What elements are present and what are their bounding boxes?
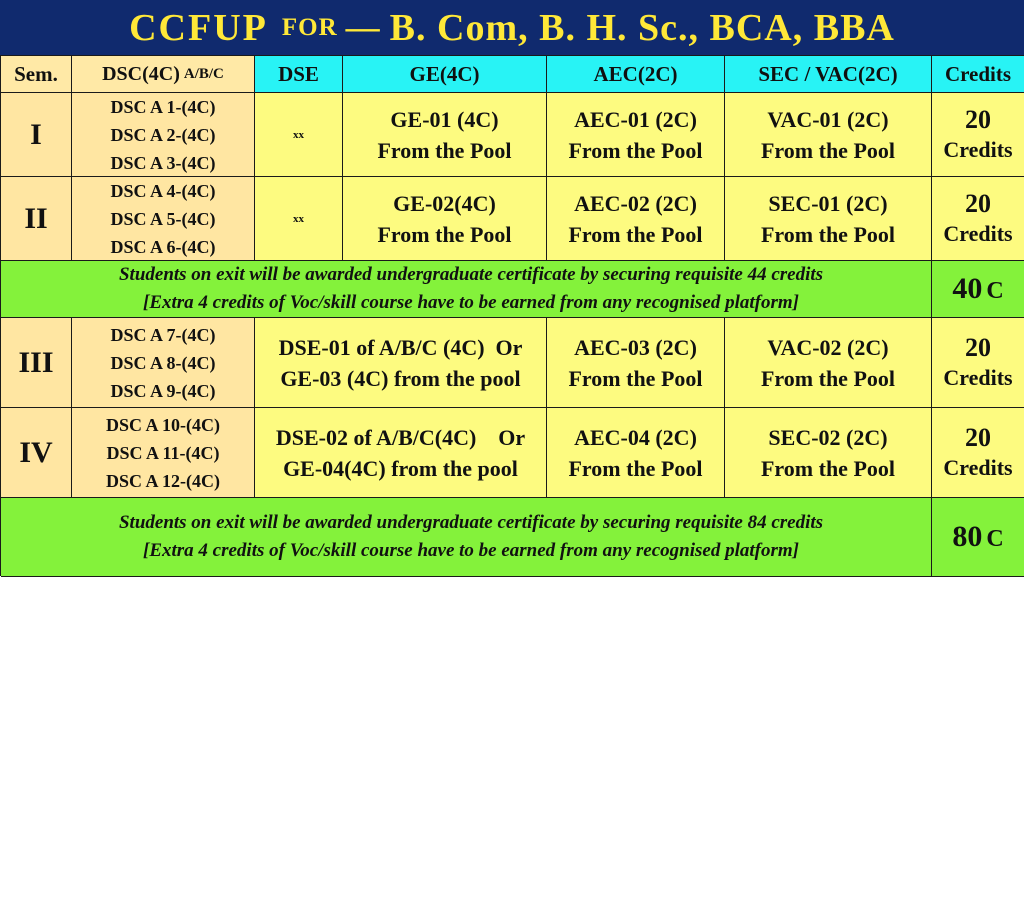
title-dash: — xyxy=(345,8,380,46)
sem-label-2 xyxy=(1,177,72,261)
credit-value: 20 xyxy=(965,104,991,134)
aec-course: AEC-03 (2C) xyxy=(574,334,697,360)
dse-option: DSE-01 of A/B/C (4C) Or xyxy=(278,334,523,360)
exit-total-value xyxy=(952,520,1003,554)
dse-ge-cell-3 xyxy=(255,318,547,408)
exit-total-1 xyxy=(932,261,1024,318)
sec-vac-course: SEC-01 (2C) xyxy=(768,190,888,216)
sec-vac-course: VAC-02 (2C) xyxy=(767,334,889,360)
dsc-course: DSC A 9-(4C) xyxy=(110,380,216,401)
dsc-course: DSC A 11-(4C) xyxy=(106,442,220,463)
aec-source: From the Pool xyxy=(568,365,703,391)
ge-option: GE-03 (4C) from the pool xyxy=(280,365,521,391)
sec-vac-course: SEC-02 (2C) xyxy=(768,424,888,450)
credit-value: 20 xyxy=(965,422,991,452)
title-for: FOR xyxy=(281,13,338,41)
ge-source: From the Pool xyxy=(377,221,512,247)
exit-extra: [Extra 4 credits of Voc/skill course have to be earned from any recognised platform] xyxy=(143,540,799,561)
exit-note-1 xyxy=(1,261,932,318)
sem-roman: I xyxy=(30,117,42,151)
aec-cell-1 xyxy=(547,93,725,177)
sem-label-3 xyxy=(1,318,72,408)
exit-extra: [Extra 4 credits of Voc/skill course have to be earned from any recognised platform] xyxy=(143,292,799,313)
aec-course: AEC-02 (2C) xyxy=(574,190,697,216)
header-aec-label: AEC(2C) xyxy=(593,61,678,86)
dsc-cell-4 xyxy=(72,408,255,498)
aec-source: From the Pool xyxy=(568,221,703,247)
dse-ge-cell-4 xyxy=(255,408,547,498)
sem-roman: II xyxy=(24,201,48,235)
sem-roman: III xyxy=(18,345,54,379)
total-number: 40 xyxy=(952,272,983,305)
aec-cell-2 xyxy=(547,177,725,261)
exit-total-2 xyxy=(932,498,1024,577)
dsc-course: DSC A 3-(4C) xyxy=(110,152,216,173)
ge-cell-1 xyxy=(343,93,547,177)
total-unit: C xyxy=(986,526,1004,552)
dsc-course: DSC A 12-(4C) xyxy=(105,470,220,491)
header-ge xyxy=(343,56,547,93)
credits-cell-1 xyxy=(932,93,1024,177)
ge-course: GE-01 (4C) xyxy=(390,106,499,132)
credits-cell-2 xyxy=(932,177,1024,261)
header-aec xyxy=(547,56,725,93)
dsc-course: DSC A 10-(4C) xyxy=(105,414,220,435)
dsc-course: DSC A 8-(4C) xyxy=(110,352,216,373)
header-sec-vac xyxy=(725,56,932,93)
dse-placeholder: xx xyxy=(293,128,304,141)
sem-roman: IV xyxy=(19,435,53,469)
exit-note-2 xyxy=(1,498,932,577)
title-bar xyxy=(0,0,1024,55)
dsc-cell-2 xyxy=(72,177,255,261)
ge-source: From the Pool xyxy=(377,137,512,163)
dse-placeholder: xx xyxy=(293,212,304,225)
exit-total-value xyxy=(952,272,1003,306)
sec-vac-cell-4 xyxy=(725,408,932,498)
aec-cell-4 xyxy=(547,408,725,498)
aec-source: From the Pool xyxy=(568,455,703,481)
aec-source: From the Pool xyxy=(568,137,703,163)
curriculum-table xyxy=(0,55,1024,576)
title-main: CCFUP xyxy=(129,6,268,49)
header-credits xyxy=(932,56,1024,93)
ge-cell-2 xyxy=(343,177,547,261)
header-sem xyxy=(1,56,72,93)
sem-label-4 xyxy=(1,408,72,498)
credit-unit: Credits xyxy=(943,454,1013,480)
exit-rule: Students on exit will be awarded undergraduate certificate by securing requisite 44 credits xyxy=(118,264,824,285)
sec-vac-source: From the Pool xyxy=(760,455,895,481)
header-dse-label: DSE xyxy=(278,61,319,86)
dse-cell-1 xyxy=(255,93,343,177)
dsc-cell-1 xyxy=(72,93,255,177)
dsc-cell-3 xyxy=(72,318,255,408)
credit-unit: Credits xyxy=(943,220,1013,246)
credit-unit: Credits xyxy=(943,364,1013,390)
dsc-course: DSC A 7-(4C) xyxy=(110,324,216,345)
dsc-course: DSC A 6-(4C) xyxy=(110,236,216,257)
exit-rule: Students on exit will be awarded undergraduate certificate by securing requisite 84 credits xyxy=(118,512,824,533)
aec-course: AEC-04 (2C) xyxy=(574,424,697,450)
total-unit: C xyxy=(986,278,1004,304)
dsc-course: DSC A 2-(4C) xyxy=(110,124,216,145)
credits-cell-3 xyxy=(932,318,1024,408)
sec-vac-source: From the Pool xyxy=(760,221,895,247)
sec-vac-source: From the Pool xyxy=(760,365,895,391)
header-ge-label: GE(4C) xyxy=(409,61,480,86)
sec-vac-cell-3 xyxy=(725,318,932,408)
header-sec-vac-label: SEC / VAC(2C) xyxy=(758,61,898,86)
dse-option: DSE-02 of A/B/C(4C) Or xyxy=(275,424,526,450)
aec-cell-3 xyxy=(547,318,725,408)
header-dse xyxy=(255,56,343,93)
sec-vac-cell-2 xyxy=(725,177,932,261)
ge-course: GE-02(4C) xyxy=(393,190,496,216)
total-number: 80 xyxy=(952,520,983,553)
header-dsc xyxy=(72,56,255,93)
sec-vac-cell-1 xyxy=(725,93,932,177)
header-dsc-label: DSC(4C) xyxy=(102,62,180,85)
credit-unit: Credits xyxy=(943,136,1013,162)
credit-value: 20 xyxy=(965,332,991,362)
header-credits-label: Credits xyxy=(944,61,1012,86)
sec-vac-course: VAC-01 (2C) xyxy=(767,106,889,132)
dsc-course: DSC A 1-(4C) xyxy=(110,96,216,117)
header-sem-label: Sem. xyxy=(14,61,58,86)
sec-vac-source: From the Pool xyxy=(760,137,895,163)
credits-cell-4 xyxy=(932,408,1024,498)
header-dsc-note: A/B/C xyxy=(183,65,224,82)
credit-value: 20 xyxy=(965,188,991,218)
dsc-course: DSC A 4-(4C) xyxy=(110,180,216,201)
dse-cell-2 xyxy=(255,177,343,261)
dsc-course: DSC A 5-(4C) xyxy=(110,208,216,229)
ge-option: GE-04(4C) from the pool xyxy=(283,455,518,481)
aec-course: AEC-01 (2C) xyxy=(574,106,697,132)
title-programs: B. Com, B. H. Sc., BCA, BBA xyxy=(389,6,895,49)
sem-label-1 xyxy=(1,93,72,177)
